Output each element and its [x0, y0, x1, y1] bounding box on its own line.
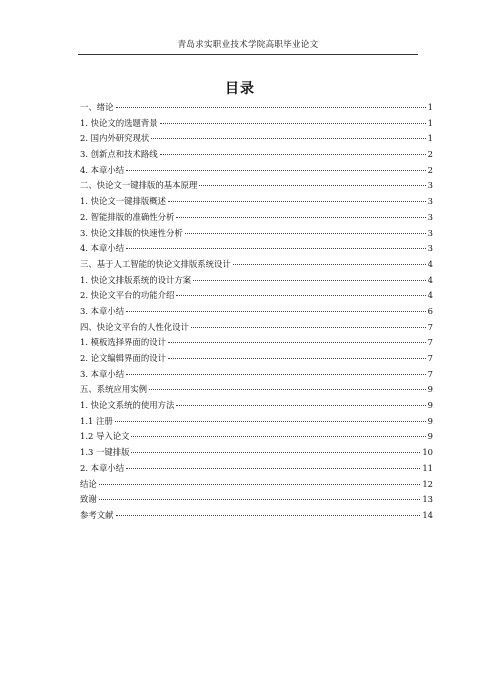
toc-entry-label: 4. 本章小结: [80, 164, 125, 175]
toc-entry[interactable]: [80, 430, 433, 446]
toc-leader-dots: [149, 389, 426, 390]
toc-entry-page-number: 1: [427, 102, 433, 112]
toc-leader-dots: [185, 233, 426, 234]
toc-entry-page-number: 7: [427, 337, 433, 348]
toc-entry-page-number: 10: [422, 447, 433, 458]
toc-entry-page-number: 3: [427, 227, 433, 238]
toc-leader-dots: [115, 421, 426, 422]
toc-entry-page-number: 7: [427, 353, 433, 363]
toc-entry[interactable]: [80, 227, 433, 243]
toc-entry[interactable]: [80, 148, 433, 164]
toc-entry-label: 1. 快论文系统的使用方法: [80, 400, 175, 411]
toc-entry[interactable]: [80, 368, 433, 384]
toc-entry-label: 3. 创新点和技术路线: [80, 149, 158, 160]
toc-entry[interactable]: [80, 289, 433, 305]
toc-leader-dots: [176, 295, 425, 296]
toc-entry-label: 致谢: [80, 494, 97, 505]
toc-entry-label: 1.1 注册: [80, 415, 113, 426]
toc-entry[interactable]: [80, 195, 433, 211]
toc-entry-page-number: 13: [422, 494, 433, 505]
toc-entry-page-number: 1: [427, 117, 433, 128]
toc-entry-label: 1. 快论文排版系统的设计方案: [80, 274, 192, 285]
toc-entry[interactable]: [80, 179, 433, 195]
toc-leader-dots: [116, 107, 426, 108]
toc-entry-page-number: 9: [427, 384, 433, 395]
toc-entry[interactable]: [80, 164, 433, 180]
toc-entry[interactable]: [80, 446, 433, 462]
toc-leader-dots: [126, 170, 426, 171]
toc-entry-label: 1. 快论文的选题背景: [80, 117, 158, 128]
toc-entry-label: 4. 本章小结: [80, 243, 125, 254]
toc-entry-label: 三、基于人工智能的快论文排版系统设计: [80, 258, 231, 269]
toc-entry[interactable]: [80, 383, 433, 399]
toc-leader-dots: [99, 499, 421, 500]
toc-leader-dots: [193, 280, 426, 281]
toc-leader-dots: [160, 123, 426, 124]
toc-entry-page-number: 4: [427, 290, 433, 301]
toc-entry-label: 四、快论文平台的人性化设计: [80, 321, 189, 332]
toc-entry[interactable]: [80, 101, 433, 117]
toc-entry-label: 2. 本章小结: [80, 462, 125, 473]
toc-entry[interactable]: [80, 399, 433, 415]
toc-entry[interactable]: [80, 242, 433, 258]
toc-leader-dots: [116, 515, 421, 516]
toc-entry-label: 一、绪论: [80, 102, 114, 112]
toc-entry-page-number: 3: [427, 243, 433, 254]
toc-entry-page-number: 3: [427, 180, 433, 191]
toc-entry[interactable]: [80, 352, 433, 368]
toc-entry[interactable]: [80, 117, 433, 133]
toc-entry-page-number: 11: [422, 462, 433, 473]
toc-entry-label: 3. 本章小结: [80, 305, 125, 316]
toc-entry-label: 1.3 一键排版: [80, 447, 130, 458]
toc-entry[interactable]: [80, 336, 433, 352]
toc-entry-label: 五、系统应用实例: [80, 384, 147, 395]
toc-leader-dots: [126, 374, 426, 375]
toc-entry-page-number: 4: [427, 258, 433, 269]
toc-entry-label: 3. 快论文排版的快速性分析: [80, 227, 183, 238]
toc-entry[interactable]: [80, 211, 433, 227]
toc-leader-dots: [168, 342, 426, 343]
toc-entry-label: 结论: [80, 478, 97, 489]
toc-entry-page-number: 7: [427, 368, 433, 379]
toc-entry[interactable]: [80, 462, 433, 478]
toc-entry-page-number: 3: [427, 211, 433, 222]
toc-entry-page-number: 4: [427, 274, 433, 285]
toc-entry-page-number: 9: [427, 400, 433, 411]
toc-leader-dots: [168, 201, 426, 202]
toc-leader-dots: [168, 358, 426, 359]
page-header: 青岛求实职业技术学院高职毕业论文: [78, 38, 418, 55]
toc-entry[interactable]: [80, 305, 433, 321]
toc-entry-label: 二、快论文一键排版的基本原理: [80, 180, 198, 191]
toc-entry-page-number: 2: [427, 164, 433, 175]
toc-leader-dots: [160, 154, 426, 155]
table-of-contents: [80, 101, 433, 525]
toc-entry-page-number: 1: [427, 133, 433, 144]
toc-entry-page-number: 9: [427, 431, 433, 442]
toc-leader-dots: [99, 484, 421, 485]
toc-entry-page-number: 7: [427, 321, 433, 332]
toc-entry[interactable]: [80, 274, 433, 290]
toc-entry-label: 1.2 导入论文: [80, 431, 130, 442]
toc-entry[interactable]: [80, 509, 433, 525]
toc-title: 目录: [225, 81, 255, 97]
toc-leader-dots: [176, 217, 425, 218]
toc-leader-dots: [191, 327, 426, 328]
toc-entry-label: 1. 快论文一键排版概述: [80, 196, 167, 207]
toc-entry-page-number: 9: [427, 415, 433, 426]
toc-entry[interactable]: [80, 321, 433, 337]
toc-entry-label: 1. 模板选择界面的设计: [80, 337, 167, 348]
toc-entry-label: 参考文献: [80, 509, 114, 520]
toc-entry-page-number: 3: [427, 196, 433, 207]
toc-entry-page-number: 12: [422, 478, 433, 489]
toc-leader-dots: [126, 468, 420, 469]
toc-entry-page-number: 2: [427, 149, 433, 160]
toc-entry[interactable]: [80, 258, 433, 274]
toc-entry[interactable]: [80, 493, 433, 509]
toc-leader-dots: [131, 452, 420, 453]
toc-entry-page-number: 14: [422, 509, 433, 520]
toc-leader-dots: [126, 248, 426, 249]
toc-leader-dots: [131, 436, 425, 437]
toc-leader-dots: [233, 264, 426, 265]
toc-leader-dots: [176, 405, 425, 406]
toc-leader-dots: [199, 185, 425, 186]
toc-entry-label: 2. 快论文平台的功能介绍: [80, 290, 175, 301]
toc-entry[interactable]: [80, 132, 433, 148]
toc-entry-label: 2. 国内外研究现状: [80, 133, 150, 144]
toc-entry-page-number: 6: [427, 305, 433, 316]
toc-entry-label: 2. 论文编辑界面的设计: [80, 353, 167, 363]
toc-entry[interactable]: [80, 415, 433, 431]
toc-leader-dots: [126, 311, 426, 312]
toc-entry-label: 3. 本章小结: [80, 368, 125, 379]
toc-entry-label: 2. 智能排版的准确性分析: [80, 211, 175, 222]
toc-entry[interactable]: [80, 478, 433, 494]
toc-leader-dots: [151, 138, 425, 139]
